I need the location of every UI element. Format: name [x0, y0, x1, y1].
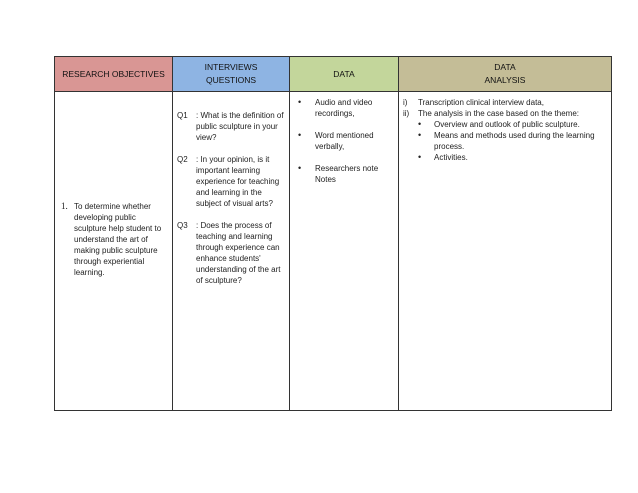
question-text: : In your opinion, is it important learning experience for teaching and learning in the subject of visual arts?: [196, 155, 280, 208]
header-analysis-line2: ANALYSIS: [484, 75, 526, 85]
question-label: Q1: [177, 111, 188, 120]
header-interviews-questions: [173, 57, 290, 92]
theme-text: Activities.: [434, 153, 468, 162]
bullet-icon: •: [298, 130, 302, 140]
header-research-objectives: [55, 57, 173, 92]
question-text: : What is the definition of public sculpture in your view?: [196, 111, 284, 142]
theme-list-item: [403, 130, 607, 152]
header-data: [290, 57, 399, 92]
data-item-text: Researchers note Notes: [315, 164, 379, 184]
bullet-icon: •: [298, 163, 302, 173]
analysis-item-label: i): [403, 98, 408, 107]
header-interviews-line1: INTERVIEWS: [204, 62, 258, 72]
research-objectives-table: [54, 56, 612, 411]
data-list-item: [298, 163, 394, 185]
analysis-item: [403, 108, 607, 119]
theme-text: Means and methods used during the learning process.: [434, 131, 595, 151]
question-item: [177, 110, 286, 143]
analysis-cell: [399, 92, 612, 411]
data-cell: [290, 92, 399, 411]
question-label: Q3: [177, 221, 188, 230]
theme-text: Overview and outlook of public sculpture.: [434, 120, 580, 129]
header-analysis-line1: DATA: [494, 62, 516, 72]
body-row: [55, 92, 612, 411]
question-item: [177, 154, 286, 209]
header-research-objectives-text: RESEARCH OBJECTIVES: [62, 68, 165, 79]
objectives-cell: [55, 92, 173, 411]
questions-cell: [173, 92, 290, 411]
header-row: [55, 57, 612, 92]
analysis-item-text: The analysis in the case based on the theme:: [418, 109, 579, 118]
data-item-text: Audio and video recordings,: [315, 98, 373, 118]
analysis-item-text: Transcription clinical interview data,: [418, 98, 544, 107]
analysis-item: [403, 97, 607, 108]
objective-text: To determine whether developing public sculpture help student to understand the art of making public sculpture through experiential learning.: [74, 202, 162, 277]
question-text: : Does the process of teaching and learning through experience can enhance students' understanding of the art of sculpture?: [196, 221, 281, 285]
analysis-item-label: ii): [403, 109, 410, 118]
data-list-item: [298, 130, 394, 152]
header-interviews-line2: QUESTIONS: [205, 75, 257, 85]
question-item: [177, 220, 286, 286]
data-item-text: Word mentioned verbally,: [315, 131, 374, 151]
objective-number: 1.: [61, 201, 68, 211]
header-data-analysis: [399, 57, 612, 92]
question-label: Q2: [177, 155, 188, 164]
theme-list-item: [403, 119, 607, 130]
bullet-icon: •: [418, 119, 422, 129]
bullet-icon: •: [298, 97, 302, 107]
data-list-item: [298, 97, 394, 119]
bullet-icon: •: [418, 130, 422, 140]
header-data-text: DATA: [333, 68, 355, 79]
bullet-icon: •: [418, 152, 422, 162]
theme-list-item: [403, 152, 607, 163]
